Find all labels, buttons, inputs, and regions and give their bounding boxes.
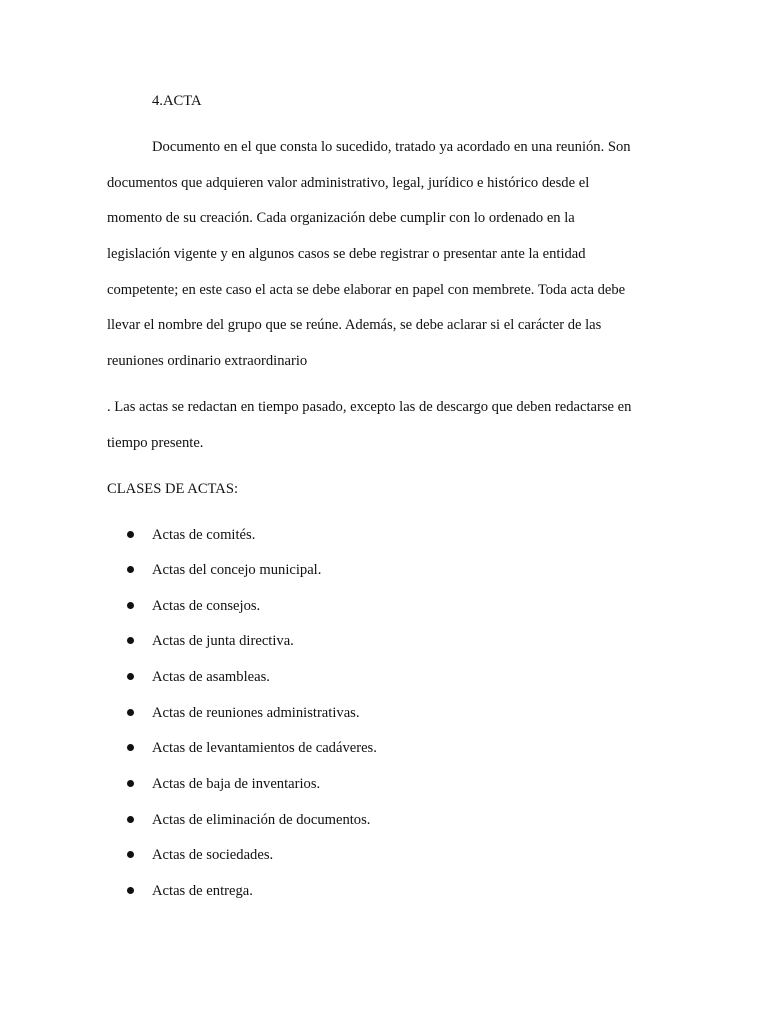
bullet-icon [127, 709, 134, 716]
paragraph-line: documentos que adquieren valor administrativo, legal, jurídico e histórico desde el [107, 175, 590, 191]
list-item [0, 597, 600, 615]
list-item-label: Actas de sociedades. [152, 847, 274, 863]
list-item-label: Actas de eliminación de documentos. [152, 812, 371, 828]
bullet-icon [127, 887, 134, 894]
list-item [0, 632, 600, 650]
paragraph-line: Documento en el que consta lo sucedido, tratado ya acordado en una reunión. Son [152, 139, 631, 155]
paragraph-line: . Las actas se redactan en tiempo pasado, excepto las de descargo que deben redactarse en [107, 399, 632, 415]
list-item-label: Actas de comités. [152, 527, 256, 543]
paragraph-line: reuniones ordinario extraordinario [107, 353, 308, 369]
list-item [0, 739, 600, 757]
paragraph-line: llevar el nombre del grupo que se reúne. Además, se debe aclarar si el carácter de las [107, 317, 602, 333]
list-item-label: Actas de entrega. [152, 883, 253, 899]
section-heading: 4.ACTA [152, 93, 202, 109]
bullet-icon [127, 602, 134, 609]
list-item-label: Actas de baja de inventarios. [152, 776, 321, 792]
list-item [0, 846, 600, 864]
list-item [0, 561, 600, 579]
list-item-label: Actas del concejo municipal. [152, 562, 322, 578]
classes-heading: CLASES DE ACTAS: [107, 481, 239, 497]
list-item-label: Actas de asambleas. [152, 669, 270, 685]
bullet-icon [127, 637, 134, 644]
list-item-label: Actas de junta directiva. [152, 633, 294, 649]
list-item-label: Actas de levantamientos de cadáveres. [152, 740, 377, 756]
bullet-icon [127, 566, 134, 573]
list-item [0, 775, 600, 793]
list-item [0, 811, 600, 829]
bullet-icon [127, 531, 134, 538]
bullet-icon [127, 816, 134, 823]
list-item [0, 882, 600, 900]
paragraph-line: momento de su creación. Cada organización debe cumplir con lo ordenado en la [107, 210, 575, 226]
bullet-icon [127, 780, 134, 787]
bullet-icon [127, 851, 134, 858]
list-item [0, 526, 600, 544]
paragraph-line: competente; en este caso el acta se debe elaborar en papel con membrete. Toda acta debe [107, 282, 626, 298]
list-item-label: Actas de reuniones administrativas. [152, 705, 360, 721]
paragraph-line: legislación vigente y en algunos casos se debe registrar o presentar ante la entidad [107, 246, 586, 262]
paragraph-line: tiempo presente. [107, 435, 204, 451]
list-item-label: Actas de consejos. [152, 598, 261, 614]
bullet-icon [127, 744, 134, 751]
list-item [0, 668, 600, 686]
list-item [0, 704, 600, 722]
bullet-icon [127, 673, 134, 680]
